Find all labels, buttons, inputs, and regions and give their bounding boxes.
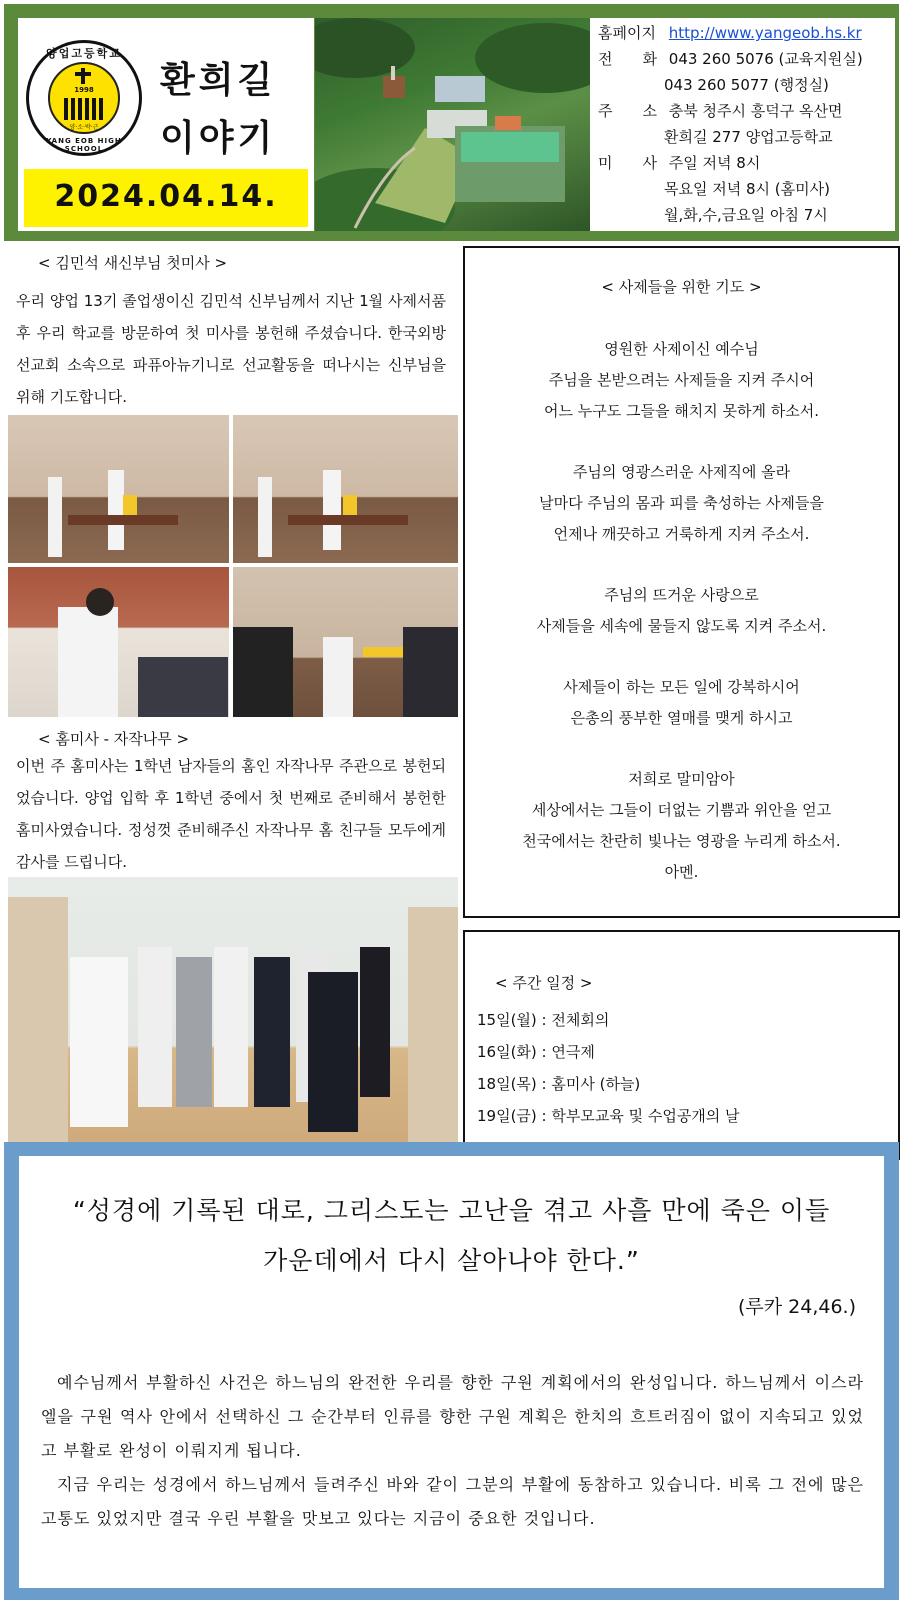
address-row-1	[598, 100, 842, 121]
mass-photo-4	[233, 567, 458, 717]
prayer-gap	[465, 642, 898, 672]
cross-bar	[75, 72, 91, 76]
reflection-para-1: 예수님께서 부활하신 사건은 하느님의 완전한 우리를 향한 구원 계획에서의 완성입니다. 하느님께서 이스라엘을 구원 역사 안에서 선택하신 그 순간부터 인류를 향한 구원 계획은 한치의 흐트러짐이 없이 지속되고 있었고 부활로 완성이 이뤄지게 됩니다.	[41, 1373, 864, 1460]
mass-photo-1-figures	[8, 415, 229, 563]
date-box	[24, 169, 308, 227]
prayer-line: 주님의 영광스러운 사제직에 올라	[572, 463, 791, 481]
header-banner	[4, 4, 899, 241]
bottom-content	[19, 1156, 884, 1588]
quote-reference: (루카 24,46.)	[737, 1296, 856, 1318]
section2-title: < 홈미사 - 자작나무 >	[38, 730, 190, 748]
scripture-quote	[39, 1186, 864, 1286]
schedule-item: 15일(월) : 전체회의	[477, 1011, 610, 1029]
mass-1: 주일 저녁 8시	[668, 154, 761, 172]
quote-line-1: “성경에 기록된 대로, 그리스도는 고난을 겪고 사흘 만에 죽은 이들	[72, 1196, 831, 1225]
address-2: 환희길 277 양업고등학교	[664, 128, 833, 146]
schedule-list	[477, 1004, 740, 1132]
campus-illustration	[315, 18, 590, 231]
cross-icon	[81, 68, 85, 84]
prayer-line: 저희로 말미암아	[628, 770, 735, 788]
mass-photo-3-figures	[8, 567, 229, 717]
prayer-line: 사제들이 하는 모든 일에 강복하시어	[563, 678, 800, 696]
bottom-banner	[4, 1142, 899, 1600]
mass-photo-4-figures	[233, 567, 458, 717]
prayer-line: 사제들을 세속에 물들지 않도록 지켜 주소서.	[536, 617, 827, 635]
title-line-1: 환희길	[160, 60, 277, 101]
quote-line-2: 가운데에서 다시 살아나야 한다.”	[263, 1246, 640, 1275]
prayer-box	[463, 246, 900, 918]
church-icon	[64, 98, 104, 120]
homepage-link[interactable]: http://www.yangeob.hs.kr	[668, 24, 862, 42]
issue-date: 2024.04.14.	[54, 179, 278, 214]
logo-motto: 양·소·박·근	[69, 124, 99, 131]
schedule-item: 18일(목) : 홈미사 (하늘)	[477, 1075, 641, 1093]
campus-aerial-photo	[315, 18, 590, 231]
section2-text: 이번 주 홈미사는 1학년 남자들의 홈인 자작나무 주관으로 봉헌되었습니다. 양업 입학 후 1학년 중에서 첫 번째로 준비해서 봉헌한 홈미사였습니다. 정성껏 준비해주신 자작나무 홈 친구들 모두에게 감사를 드립니다.	[16, 757, 446, 871]
prayer-gap	[465, 550, 898, 580]
phone-row-1	[598, 48, 863, 69]
schedule-item: 16일(화) : 연극제	[477, 1043, 595, 1061]
mass-2: 목요일 저녁 8시 (홈미사)	[664, 180, 830, 198]
prayer-line: 영원한 사제이신 예수님	[604, 340, 759, 358]
group-photo-figures	[8, 877, 458, 1158]
phone-2: 043 260 5077 (행정실)	[664, 76, 829, 94]
mass-row-1	[598, 152, 760, 173]
prayer-line: 날마다 주님의 몸과 피를 축성하는 사제들을	[539, 494, 824, 512]
prayer-text	[465, 334, 898, 888]
phone-1: 043 260 5076 (교육지원실)	[668, 50, 863, 68]
prayer-gap	[465, 427, 898, 457]
reflection-text	[41, 1366, 864, 1536]
mass-photo-1	[8, 415, 229, 563]
prayer-gap	[465, 734, 898, 764]
prayer-line: 천국에서는 찬란히 빛나는 영광을 누리게 하소서.	[522, 832, 841, 850]
title-panel	[18, 18, 314, 231]
mass-3: 월,화,수,금요일 아침 7시	[664, 206, 828, 224]
address-label: 주 소	[598, 102, 657, 120]
phone-label: 전 화	[598, 50, 657, 68]
mass-photo-2	[233, 415, 458, 563]
prayer-line: 세상에서는 그들이 더없는 기쁨과 위안을 얻고	[531, 801, 832, 819]
prayer-line: 언제나 깨끗하고 거룩하게 지켜 주소서.	[553, 525, 810, 543]
mass-photo-2-figures	[233, 415, 458, 563]
logo-year: 1998	[74, 86, 94, 94]
prayer-line: 은총의 풍부한 열매를 맺게 하시고	[570, 709, 793, 727]
section1-title: < 김민석 새신부님 첫미사 >	[38, 254, 228, 272]
homepage-row	[598, 22, 862, 43]
section1-text: 우리 양업 13기 졸업생이신 김민석 신부님께서 지난 1월 사제서품 후 우리 학교를 방문하여 첫 미사를 봉헌해 주셨습니다. 한국외방선교회 소속으로 파퓨아뉴기니로 선교활동을 떠나시는 신부님을 위해 기도합니다.	[16, 292, 446, 406]
prayer-line: 어느 누구도 그들을 해치지 못하게 하소서.	[544, 402, 819, 420]
reflection-para-2: 지금 우리는 성경에서 하느님께서 들려주신 바와 같이 그분의 부활에 동참하고 있습니다. 비록 그 전에 많은 고통도 있었지만 결국 우린 부활을 맛보고 있다는 지금이 중요한 것입니다.	[41, 1475, 864, 1528]
mass-photo-3	[8, 567, 229, 717]
schedule-title: < 주간 일정 >	[495, 974, 593, 992]
prayer-line: 주님의 뜨거운 사랑으로	[604, 586, 759, 604]
schedule-item: 19일(금) : 학부모교육 및 수업공개의 날	[477, 1107, 740, 1125]
prayer-line: 아멘.	[664, 863, 699, 881]
homepage-label: 홈페이지	[598, 24, 656, 42]
prayer-line: 주님을 본받으려는 사제들을 지켜 주시어	[548, 371, 815, 389]
schedule-box	[463, 930, 900, 1160]
school-logo	[26, 40, 142, 156]
logo-emblem	[48, 62, 120, 134]
logo-bottom-text: YANG EOB HIGH SCHOOL	[46, 137, 122, 153]
logo-top-text: 양업고등학교	[46, 47, 122, 60]
prayer-title: < 사제들을 위한 기도 >	[601, 278, 762, 296]
group-photo	[8, 877, 458, 1158]
title-line-2: 이야기	[160, 118, 277, 159]
mass-label: 미 사	[598, 154, 657, 172]
school-info-panel	[590, 18, 895, 231]
address-1: 충북 청주시 흥덕구 옥산면	[668, 102, 843, 120]
